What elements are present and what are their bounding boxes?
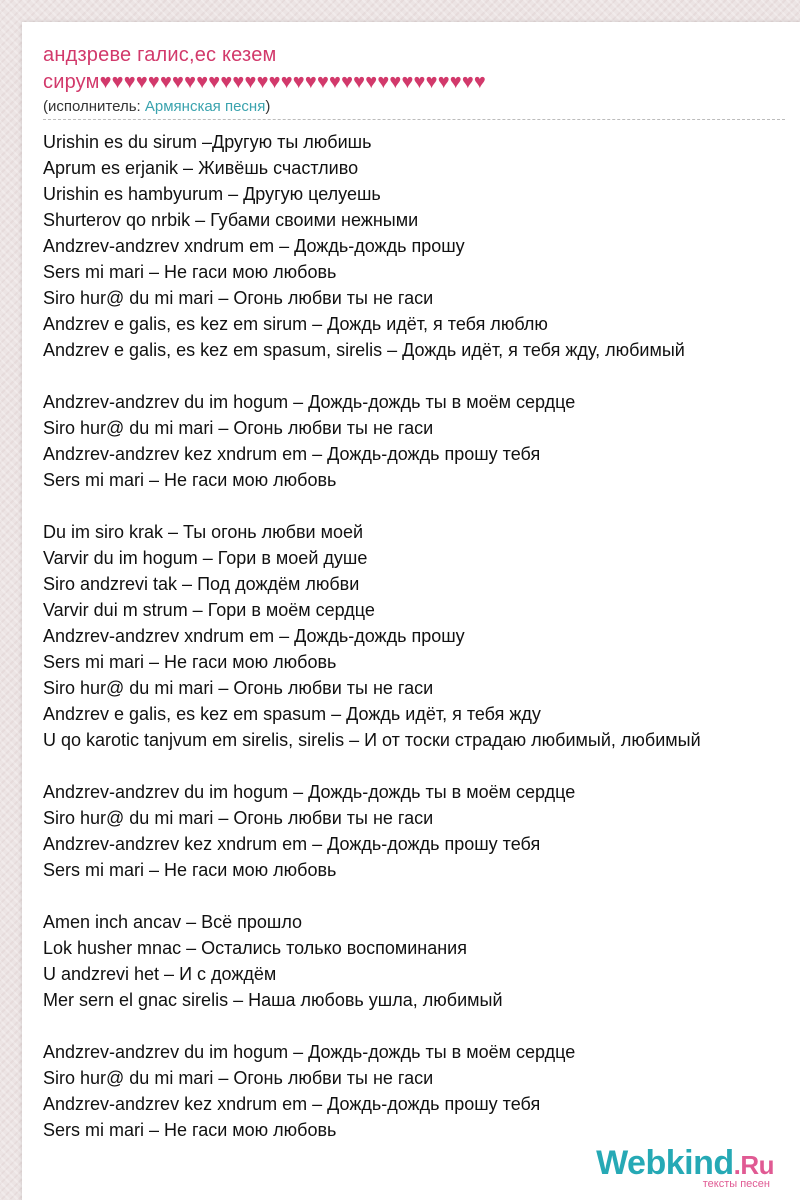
- lyric-line: Lok husher mnac – Остались только воспоминания: [43, 938, 467, 958]
- lyric-line: Andzrev-andzrev kez xndrum em – Дождь-дождь прошу тебя: [43, 1094, 541, 1114]
- lyric-line: Sers mi mari – Не гаси мою любовь: [43, 470, 337, 490]
- lyric-line: Shurterov qo nrbik – Губами своими нежными: [43, 210, 419, 230]
- stanza-gap: [43, 493, 783, 519]
- lyric-line: U andzrevi het – И с дождём: [43, 964, 277, 984]
- lyric-line: Andzrev-andzrev du im hogum – Дождь-дождь ты в моём сердце: [43, 782, 576, 802]
- lyric-line: Andzrev-andzrev kez xndrum em – Дождь-дождь прошу тебя: [43, 834, 541, 854]
- lyric-line: Sers mi mari – Не гаси мою любовь: [43, 652, 337, 672]
- stanza-gap: [43, 1013, 783, 1039]
- song-title: [43, 42, 783, 96]
- lyric-line: Du im siro krak – Ты огонь любви моей: [43, 522, 364, 542]
- watermark-brand: Webkind: [596, 1144, 734, 1182]
- artist-line: [43, 98, 785, 120]
- lyric-line: Siro hur@ du mi mari – Огонь любви ты не гаси: [43, 808, 434, 828]
- stanza-gap: [43, 883, 783, 909]
- song-title-line2: сирум♥♥♥♥♥♥♥♥♥♥♥♥♥♥♥♥♥♥♥♥♥♥♥♥♥♥♥♥♥♥♥♥: [43, 71, 486, 93]
- lyric-line: Amen inch ancav – Всё прошло: [43, 912, 303, 932]
- lyric-line: Siro hur@ du mi mari – Огонь любви ты не гаси: [43, 1068, 434, 1088]
- lyric-line: Andzrev-andzrev du im hogum – Дождь-дождь ты в моём сердце: [43, 1042, 576, 1062]
- lyric-line: Mer sern el gnac sirelis – Наша любовь ушла, любимый: [43, 990, 503, 1010]
- page-card: [22, 22, 800, 1200]
- artist-suffix: ): [265, 98, 271, 115]
- site-watermark: [596, 1146, 774, 1190]
- lyric-line: Urishin es du sirum –Другую ты любишь: [43, 132, 372, 152]
- lyric-line: Andzrev-andzrev kez xndrum em – Дождь-дождь прошу тебя: [43, 444, 541, 464]
- watermark-logo: [596, 1146, 774, 1182]
- lyric-line: Andzrev e galis, es kez em sirum – Дождь идёт, я тебя люблю: [43, 314, 548, 334]
- lyric-line: Andzrev e galis, es kez em spasum – Дождь идёт, я тебя жду: [43, 704, 541, 724]
- artist-prefix: (исполнитель:: [43, 98, 145, 115]
- lyric-line: Andzrev-andzrev xndrum em – Дождь-дождь прошу: [43, 236, 465, 256]
- lyric-line: Varvir du im hogum – Гори в моей душе: [43, 548, 368, 568]
- lyric-line: Sers mi mari – Не гаси мою любовь: [43, 262, 337, 282]
- lyric-line: Sers mi mari – Не гаси мою любовь: [43, 1120, 337, 1140]
- lyric-line: Andzrev-andzrev xndrum em – Дождь-дождь прошу: [43, 626, 465, 646]
- lyric-line: Aprum es erjanik – Живёшь счастливо: [43, 158, 359, 178]
- song-title-line1: андзреве галис,ес кезем: [43, 44, 277, 66]
- stanza-gap: [43, 363, 783, 389]
- lyric-line: Siro hur@ du mi mari – Огонь любви ты не гаси: [43, 418, 434, 438]
- lyric-line: Varvir dui m strum – Гори в моём сердце: [43, 600, 375, 620]
- stanza-gap: [43, 753, 783, 779]
- lyric-line: Sers mi mari – Не гаси мою любовь: [43, 860, 337, 880]
- lyric-line: U qo karotic tanjvum em sirelis, sirelis – И от тоски страдаю любимый, любимый: [43, 730, 701, 750]
- lyric-line: Siro hur@ du mi mari – Огонь любви ты не гаси: [43, 288, 434, 308]
- watermark-tagline: тексты песен: [702, 1178, 770, 1190]
- lyric-line: Siro hur@ du mi mari – Огонь любви ты не гаси: [43, 678, 434, 698]
- lyric-line: Urishin es hambyurum – Другую целуешь: [43, 184, 381, 204]
- artist-link[interactable]: Армянская песня: [144, 98, 266, 115]
- lyric-line: Andzrev-andzrev du im hogum – Дождь-дождь ты в моём сердце: [43, 392, 576, 412]
- lyric-line: Siro andzrevi tak – Под дождём любви: [43, 574, 360, 594]
- song-content: [43, 42, 783, 1143]
- lyrics-body: [43, 129, 783, 1143]
- watermark-tld: .Ru: [733, 1150, 774, 1180]
- lyric-line: Andzrev e galis, es kez em spasum, sirelis – Дождь идёт, я тебя жду, любимый: [43, 340, 685, 360]
